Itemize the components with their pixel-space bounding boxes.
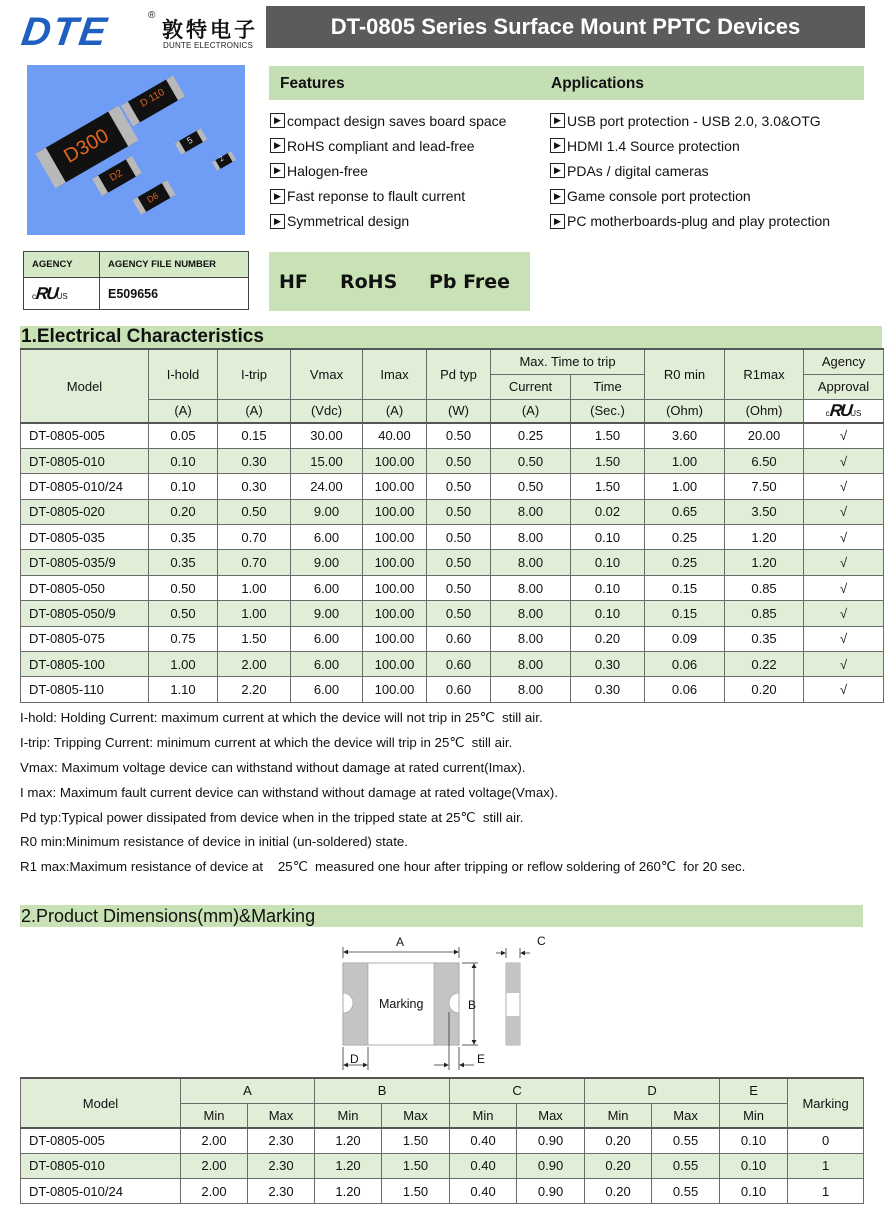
table-row bbox=[21, 1153, 864, 1178]
unit-time: (Sec.) bbox=[571, 399, 645, 423]
col-time: Time bbox=[571, 374, 645, 399]
badge-rohs: RoHS bbox=[340, 271, 398, 293]
model-cell: DT-0805-005 bbox=[21, 423, 149, 448]
value-cell: 6.00 bbox=[291, 626, 363, 651]
value-cell: 0.09 bbox=[645, 626, 725, 651]
model-cell: DT-0805-100 bbox=[21, 652, 149, 677]
value-cell: 0.15 bbox=[645, 601, 725, 626]
value-cell: 2.00 bbox=[181, 1128, 248, 1153]
unit-ihold: (A) bbox=[149, 399, 218, 423]
note-vmax: Vmax: Maximum voltage device can withstand without damage at rated current(Imax). bbox=[20, 759, 526, 775]
value-cell: 0.55 bbox=[652, 1179, 720, 1204]
agency-header: AGENCY bbox=[24, 252, 100, 278]
dim-label-d: D bbox=[350, 1052, 359, 1066]
col-imax: Imax bbox=[363, 349, 427, 399]
value-cell: 0.06 bbox=[645, 677, 725, 702]
logo-mark: DTE bbox=[18, 10, 112, 54]
agency-ul-cell bbox=[804, 399, 884, 423]
note-imax: I max: Maximum fault current device can withstand without damage at rated voltage(Vmax). bbox=[20, 784, 559, 800]
value-cell: 100.00 bbox=[363, 474, 427, 499]
chip-d6 bbox=[133, 181, 174, 215]
unit-r1: (Ohm) bbox=[725, 399, 804, 423]
value-cell: 0.30 bbox=[571, 677, 645, 702]
dim-a-min: Min bbox=[181, 1103, 248, 1128]
value-cell: 0 bbox=[788, 1128, 864, 1153]
unit-imax: (A) bbox=[363, 399, 427, 423]
value-cell: 0.02 bbox=[571, 499, 645, 524]
model-cell: DT-0805-110 bbox=[21, 677, 149, 702]
value-cell: 0.50 bbox=[427, 550, 491, 575]
value-cell: 1 bbox=[788, 1153, 864, 1178]
value-cell: 9.00 bbox=[291, 550, 363, 575]
registered-mark: ® bbox=[148, 10, 156, 21]
triangle-bullet-icon: ▶ bbox=[550, 163, 565, 178]
col-model: Model bbox=[21, 349, 149, 423]
value-cell: 1.20 bbox=[725, 525, 804, 550]
table-row bbox=[21, 652, 884, 677]
value-cell: 0.50 bbox=[427, 525, 491, 550]
value-cell: 0.40 bbox=[450, 1153, 517, 1178]
value-cell: 0.20 bbox=[585, 1179, 652, 1204]
value-cell: 2.30 bbox=[248, 1179, 315, 1204]
triangle-bullet-icon: ▶ bbox=[270, 163, 285, 178]
model-cell: DT-0805-075 bbox=[21, 626, 149, 651]
dim-b-min: Min bbox=[315, 1103, 382, 1128]
dimension-diagram bbox=[330, 930, 560, 1070]
value-cell: 100.00 bbox=[363, 525, 427, 550]
value-cell: 1.50 bbox=[218, 626, 291, 651]
value-cell: 24.00 bbox=[291, 474, 363, 499]
note-pd: Pd typ:Typical power dissipated from device when in the tripped state at 25℃ still air. bbox=[20, 809, 524, 825]
value-cell: 0.85 bbox=[725, 575, 804, 600]
value-cell: 0.25 bbox=[645, 550, 725, 575]
value-cell: 0.40 bbox=[450, 1179, 517, 1204]
chip-medium bbox=[123, 77, 183, 126]
table-row bbox=[21, 448, 884, 473]
col-pd: Pd typ bbox=[427, 349, 491, 399]
table-row bbox=[21, 626, 884, 651]
value-cell: √ bbox=[804, 525, 884, 550]
application-item: ▶ PDAs / digital cameras bbox=[550, 158, 830, 183]
value-cell: 0.60 bbox=[427, 677, 491, 702]
chip-label: 5 bbox=[185, 134, 195, 147]
value-cell: 8.00 bbox=[491, 601, 571, 626]
value-cell: 1.50 bbox=[382, 1153, 450, 1178]
value-cell: 1.50 bbox=[571, 448, 645, 473]
value-cell: 100.00 bbox=[363, 677, 427, 702]
features-list bbox=[270, 108, 506, 234]
table-row bbox=[21, 550, 884, 575]
unit-vmax: (Vdc) bbox=[291, 399, 363, 423]
value-cell: 8.00 bbox=[491, 575, 571, 600]
value-cell: 0.10 bbox=[149, 474, 218, 499]
value-cell: 0.25 bbox=[645, 525, 725, 550]
value-cell: 1.20 bbox=[315, 1153, 382, 1178]
value-cell: 8.00 bbox=[491, 525, 571, 550]
value-cell: 6.00 bbox=[291, 575, 363, 600]
value-cell: 1.50 bbox=[382, 1128, 450, 1153]
value-cell: 2.30 bbox=[248, 1128, 315, 1153]
value-cell: 9.00 bbox=[291, 601, 363, 626]
dim-col-marking: Marking bbox=[788, 1078, 864, 1128]
value-cell: 0.10 bbox=[571, 550, 645, 575]
value-cell: 1.10 bbox=[149, 677, 218, 702]
value-cell: 15.00 bbox=[291, 448, 363, 473]
value-cell: √ bbox=[804, 474, 884, 499]
note-r0: R0 min:Minimum resistance of device in initial (un-soldered) state. bbox=[20, 834, 408, 850]
value-cell: 0.20 bbox=[149, 499, 218, 524]
value-cell: 1.20 bbox=[725, 550, 804, 575]
col-itrip: I-trip bbox=[218, 349, 291, 399]
table-row bbox=[21, 474, 884, 499]
col-group-max-time-to-trip: Max. Time to trip bbox=[491, 349, 645, 374]
value-cell: 1 bbox=[788, 1179, 864, 1204]
value-cell: 0.50 bbox=[427, 601, 491, 626]
value-cell: 0.10 bbox=[720, 1179, 788, 1204]
value-cell: 1.20 bbox=[315, 1128, 382, 1153]
value-cell: 6.00 bbox=[291, 652, 363, 677]
col-r0: R0 min bbox=[645, 349, 725, 399]
value-cell: 8.00 bbox=[491, 677, 571, 702]
value-cell: 8.00 bbox=[491, 550, 571, 575]
value-cell: 0.20 bbox=[585, 1153, 652, 1178]
col-ihold: I-hold bbox=[149, 349, 218, 399]
dim-a-max: Max bbox=[248, 1103, 315, 1128]
agency-file-number: E509656 bbox=[100, 278, 249, 310]
value-cell: 0.85 bbox=[725, 601, 804, 626]
model-cell: DT-0805-010 bbox=[21, 1153, 181, 1178]
dim-label-c: C bbox=[537, 934, 546, 948]
triangle-bullet-icon: ▶ bbox=[270, 138, 285, 153]
model-cell: DT-0805-050/9 bbox=[21, 601, 149, 626]
table-row bbox=[21, 1179, 864, 1204]
value-cell: 0.22 bbox=[725, 652, 804, 677]
value-cell: 0.15 bbox=[218, 423, 291, 448]
value-cell: 6.50 bbox=[725, 448, 804, 473]
dim-d-max: Max bbox=[652, 1103, 720, 1128]
value-cell: 0.40 bbox=[450, 1128, 517, 1153]
dim-col-c: C bbox=[450, 1078, 585, 1103]
value-cell: 100.00 bbox=[363, 499, 427, 524]
value-cell: √ bbox=[804, 652, 884, 677]
value-cell: 1.00 bbox=[645, 474, 725, 499]
value-cell: 40.00 bbox=[363, 423, 427, 448]
value-cell: 100.00 bbox=[363, 626, 427, 651]
feature-item: ▶ RoHS compliant and lead-free bbox=[270, 133, 506, 158]
value-cell: 0.30 bbox=[218, 448, 291, 473]
value-cell: 3.50 bbox=[725, 499, 804, 524]
table-row bbox=[21, 499, 884, 524]
dim-col-b: B bbox=[315, 1078, 450, 1103]
dim-col-e: E bbox=[720, 1078, 788, 1103]
dim-label-e: E bbox=[477, 1052, 486, 1066]
value-cell: 0.55 bbox=[652, 1153, 720, 1178]
value-cell: √ bbox=[804, 575, 884, 600]
value-cell: 0.70 bbox=[218, 550, 291, 575]
value-cell: 0.50 bbox=[149, 575, 218, 600]
value-cell: 0.20 bbox=[585, 1128, 652, 1153]
value-cell: 1.50 bbox=[382, 1179, 450, 1204]
value-cell: 0.90 bbox=[517, 1179, 585, 1204]
application-item: ▶ HDMI 1.4 Source protection bbox=[550, 133, 830, 158]
chip-tiny bbox=[213, 152, 235, 171]
compliance-badges bbox=[269, 252, 530, 311]
value-cell: 100.00 bbox=[363, 601, 427, 626]
value-cell: 100.00 bbox=[363, 575, 427, 600]
value-cell: 0.55 bbox=[652, 1128, 720, 1153]
value-cell: 1.00 bbox=[218, 601, 291, 626]
electrical-characteristics-table bbox=[20, 348, 884, 703]
value-cell: 30.00 bbox=[291, 423, 363, 448]
value-cell: 0.50 bbox=[491, 474, 571, 499]
value-cell: 0.50 bbox=[427, 448, 491, 473]
feature-item: ▶ Halogen-free bbox=[270, 158, 506, 183]
marking-area-label: Marking bbox=[379, 997, 424, 1011]
unit-current: (A) bbox=[491, 399, 571, 423]
value-cell: 2.00 bbox=[181, 1179, 248, 1204]
value-cell: 1.50 bbox=[571, 423, 645, 448]
definitions-notes bbox=[20, 708, 745, 882]
value-cell: 7.50 bbox=[725, 474, 804, 499]
chip-label: 2 bbox=[218, 155, 226, 164]
feature-item: ▶ compact design saves board space bbox=[270, 108, 506, 133]
value-cell: 0.20 bbox=[725, 677, 804, 702]
electrical-table-body bbox=[21, 423, 884, 702]
logo-english-name: DUNTE ELECTRONICS bbox=[163, 41, 254, 50]
chip-small bbox=[176, 129, 207, 154]
triangle-bullet-icon: ▶ bbox=[270, 113, 285, 128]
value-cell: 100.00 bbox=[363, 448, 427, 473]
value-cell: 0.50 bbox=[427, 575, 491, 600]
unit-pd: (W) bbox=[427, 399, 491, 423]
chip-label: D6 bbox=[145, 190, 161, 205]
application-item: ▶ PC motherboards-plug and play protection bbox=[550, 209, 830, 234]
value-cell: 0.10 bbox=[149, 448, 218, 473]
value-cell: 8.00 bbox=[491, 652, 571, 677]
value-cell: 0.05 bbox=[149, 423, 218, 448]
model-cell: DT-0805-035/9 bbox=[21, 550, 149, 575]
model-cell: DT-0805-005 bbox=[21, 1128, 181, 1153]
value-cell: 0.30 bbox=[218, 474, 291, 499]
model-cell: DT-0805-010 bbox=[21, 448, 149, 473]
agency-mark-cell bbox=[24, 278, 100, 310]
logo-chinese-name: 敦特电子 bbox=[162, 18, 258, 42]
value-cell: √ bbox=[804, 626, 884, 651]
application-item: ▶ USB port protection - USB 2.0, 3.0&OTG bbox=[550, 108, 830, 133]
value-cell: 0.50 bbox=[491, 448, 571, 473]
application-item: ▶ Game console port protection bbox=[550, 184, 830, 209]
note-itrip: I-trip: Tripping Current: minimum current at which the device will trip in 25℃ still air. bbox=[20, 734, 513, 750]
dimensions-table bbox=[20, 1077, 864, 1204]
value-cell: 0.10 bbox=[720, 1128, 788, 1153]
dim-col-model: Model bbox=[21, 1078, 181, 1128]
value-cell: 0.25 bbox=[491, 423, 571, 448]
applications-list bbox=[550, 108, 830, 234]
model-cell: DT-0805-050 bbox=[21, 575, 149, 600]
value-cell: 0.90 bbox=[517, 1128, 585, 1153]
value-cell: 3.60 bbox=[645, 423, 725, 448]
table-row bbox=[21, 601, 884, 626]
value-cell: 20.00 bbox=[725, 423, 804, 448]
value-cell: 0.60 bbox=[427, 626, 491, 651]
value-cell: 0.50 bbox=[218, 499, 291, 524]
chip-label: D 110 bbox=[138, 87, 167, 110]
value-cell: 0.06 bbox=[645, 652, 725, 677]
value-cell: 1.00 bbox=[218, 575, 291, 600]
dim-c-min: Min bbox=[450, 1103, 517, 1128]
badge-hf: HF bbox=[279, 271, 308, 293]
triangle-bullet-icon: ▶ bbox=[550, 138, 565, 153]
dim-d-min: Min bbox=[585, 1103, 652, 1128]
value-cell: √ bbox=[804, 677, 884, 702]
agency-table bbox=[23, 251, 249, 310]
triangle-bullet-icon: ▶ bbox=[270, 189, 285, 204]
section-electrical-title: 1.Electrical Characteristics bbox=[20, 326, 882, 348]
value-cell: 9.00 bbox=[291, 499, 363, 524]
value-cell: 2.00 bbox=[218, 652, 291, 677]
company-logo bbox=[18, 8, 262, 54]
value-cell: 0.50 bbox=[427, 499, 491, 524]
dim-label-a: A bbox=[396, 935, 405, 949]
table-row bbox=[21, 525, 884, 550]
dim-b-max: Max bbox=[382, 1103, 450, 1128]
value-cell: 0.10 bbox=[720, 1153, 788, 1178]
value-cell: 0.10 bbox=[571, 601, 645, 626]
col-r1: R1max bbox=[725, 349, 804, 399]
value-cell: 0.60 bbox=[427, 652, 491, 677]
unit-r0: (Ohm) bbox=[645, 399, 725, 423]
model-cell: DT-0805-035 bbox=[21, 525, 149, 550]
value-cell: 0.50 bbox=[149, 601, 218, 626]
col-agency-line2: Approval bbox=[804, 374, 884, 399]
page-title: DT-0805 Series Surface Mount PPTC Devices bbox=[266, 6, 865, 48]
value-cell: 1.00 bbox=[149, 652, 218, 677]
agency-file-number-header: AGENCY FILE NUMBER bbox=[100, 252, 249, 278]
unit-itrip: (A) bbox=[218, 399, 291, 423]
col-vmax: Vmax bbox=[291, 349, 363, 399]
triangle-bullet-icon: ▶ bbox=[550, 113, 565, 128]
value-cell: 0.20 bbox=[571, 626, 645, 651]
value-cell: 6.00 bbox=[291, 525, 363, 550]
features-applications-header bbox=[269, 66, 864, 100]
value-cell: 8.00 bbox=[491, 499, 571, 524]
value-cell: 0.90 bbox=[517, 1153, 585, 1178]
value-cell: 1.00 bbox=[645, 448, 725, 473]
dim-e-min: Min bbox=[720, 1103, 788, 1128]
value-cell: 1.50 bbox=[571, 474, 645, 499]
value-cell: 2.20 bbox=[218, 677, 291, 702]
value-cell: 0.50 bbox=[427, 423, 491, 448]
value-cell: 0.10 bbox=[571, 525, 645, 550]
value-cell: 0.75 bbox=[149, 626, 218, 651]
value-cell: 0.70 bbox=[218, 525, 291, 550]
chip-label: D2 bbox=[107, 167, 125, 184]
value-cell: 2.30 bbox=[248, 1153, 315, 1178]
col-agency-line1: Agency bbox=[804, 349, 884, 374]
feature-item: ▶ Fast reponse to flault current bbox=[270, 184, 506, 209]
section-dimensions-title: 2.Product Dimensions(mm)&Marking bbox=[20, 905, 863, 927]
col-current: Current bbox=[491, 374, 571, 399]
note-r1: R1 max:Maximum resistance of device at 25℃ measured one hour after tripping or reflow soldering of 260℃ for 20 sec. bbox=[20, 859, 746, 875]
note-ihold: I-hold: Holding Current: maximum current at which the device will not trip in 25℃ still air. bbox=[20, 710, 543, 725]
dim-col-d: D bbox=[585, 1078, 720, 1103]
value-cell: √ bbox=[804, 423, 884, 448]
dimensions-table-body bbox=[21, 1128, 864, 1204]
dimension-drawing bbox=[330, 930, 560, 1070]
value-cell: √ bbox=[804, 499, 884, 524]
table-row bbox=[21, 677, 884, 702]
value-cell: 0.35 bbox=[149, 525, 218, 550]
value-cell: 0.50 bbox=[427, 474, 491, 499]
value-cell: 100.00 bbox=[363, 550, 427, 575]
value-cell: 8.00 bbox=[491, 626, 571, 651]
table-row bbox=[21, 575, 884, 600]
product-photo bbox=[27, 65, 245, 235]
value-cell: 100.00 bbox=[363, 652, 427, 677]
model-cell: DT-0805-010/24 bbox=[21, 1179, 181, 1204]
value-cell: 6.00 bbox=[291, 677, 363, 702]
value-cell: 0.35 bbox=[149, 550, 218, 575]
value-cell: √ bbox=[804, 448, 884, 473]
chip-label: D300 bbox=[60, 124, 113, 168]
triangle-bullet-icon: ▶ bbox=[550, 214, 565, 229]
dim-col-a: A bbox=[181, 1078, 315, 1103]
badge-pb-free: Pb Free bbox=[429, 271, 511, 293]
model-cell: DT-0805-020 bbox=[21, 499, 149, 524]
feature-item: ▶ Symmetrical design bbox=[270, 209, 506, 234]
table-row bbox=[21, 1128, 864, 1153]
value-cell: √ bbox=[804, 601, 884, 626]
value-cell: 0.10 bbox=[571, 575, 645, 600]
triangle-bullet-icon: ▶ bbox=[270, 214, 285, 229]
applications-title: Applications bbox=[551, 75, 645, 92]
value-cell: 1.20 bbox=[315, 1179, 382, 1204]
value-cell: 0.15 bbox=[645, 575, 725, 600]
value-cell: 0.65 bbox=[645, 499, 725, 524]
dim-c-max: Max bbox=[517, 1103, 585, 1128]
dim-label-b: B bbox=[468, 998, 477, 1012]
features-title: Features bbox=[280, 75, 345, 92]
value-cell: √ bbox=[804, 550, 884, 575]
ul-certification-icon: c RU US bbox=[32, 283, 68, 303]
triangle-bullet-icon: ▶ bbox=[550, 189, 565, 204]
ul-certification-icon: c RU US bbox=[825, 400, 862, 420]
model-cell: DT-0805-010/24 bbox=[21, 474, 149, 499]
value-cell: 0.35 bbox=[725, 626, 804, 651]
value-cell: 0.30 bbox=[571, 652, 645, 677]
table-row bbox=[21, 423, 884, 448]
value-cell: 2.00 bbox=[181, 1153, 248, 1178]
